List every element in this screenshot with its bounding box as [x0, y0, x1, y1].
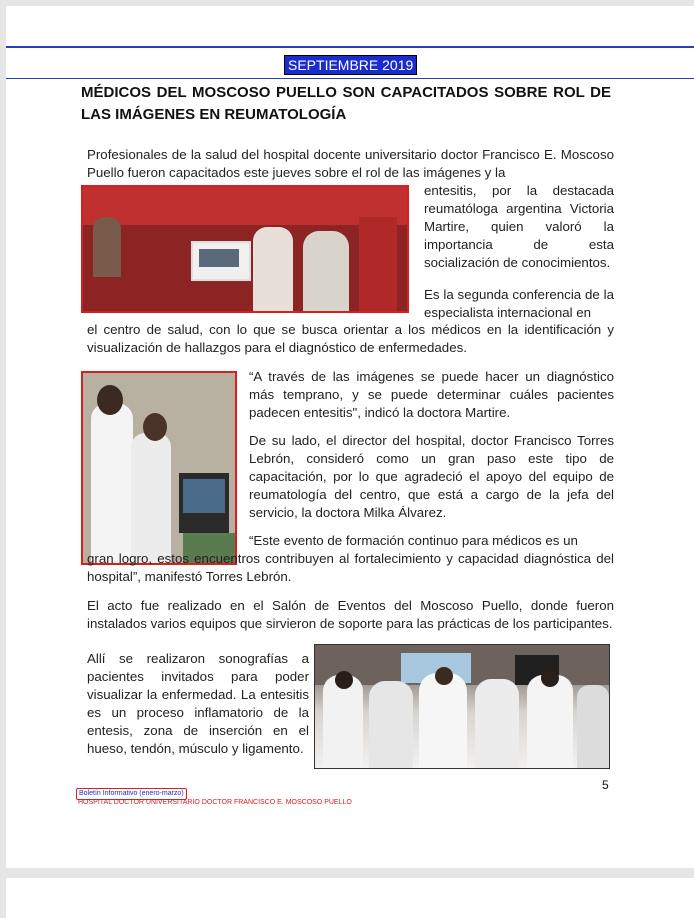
paragraph-1-continued: entesitis, por la destacada reumatóloga argentina Victoria Martire, quien valoró la importancia de esta socialización de conocimientos.: [424, 183, 614, 270]
hospital-name-footer: HOSPITAL DOCTOR UNIVERSITARIO DOCTOR FRANCISCO E. MOSCOSO PUELLO: [78, 799, 352, 806]
next-page-edge: [6, 878, 694, 918]
header-rule-top: [6, 46, 694, 48]
photo-practice-session: [314, 644, 610, 769]
paragraph-3-quote: “A través de las imágenes se puede hacer un diagnóstico más temprano, y se puede determinar cuáles pacientes padecen entesitis", indicó la doctora Martire.: [249, 369, 614, 420]
paragraph-2: Es la segunda conferencia de la especialista internacional en: [424, 287, 614, 320]
paragraph-6: El acto fue realizado en el Salón de Eventos del Moscoso Puello, donde fueron instalados varios equipos que sirvieron de soporte para las prácticas de los participantes.: [87, 598, 614, 631]
article-title: MÉDICOS DEL MOSCOSO PUELLO SON CAPACITADOS SOBRE ROL DE LAS IMÁGENES EN REUMATOLOGÍA: [81, 84, 611, 123]
bulletin-label: Boletín Informativo (enero-marzo): [76, 788, 187, 800]
page-number: 5: [602, 778, 609, 792]
paragraph-5-quote: “Este evento de formación continuo para médicos es un: [249, 533, 578, 548]
paragraph-1: Profesionales de la salud del hospital docente universitario doctor Francisco E. Moscoso Puello fueron capacitados este jueves sobre el rol de las imágenes y la: [87, 147, 614, 180]
paragraph-6-continued: Allí se realizaron sonografías a pacientes invitados para poder visualizar la enfermedad. La entesitis es un proceso inflamatorio de la entesis, zona de inserción en el hueso, tendón, músculo y ligamento.: [87, 651, 309, 756]
issue-date-badge: SEPTIEMBRE 2019: [284, 55, 417, 75]
photo-doctors-at-monitor: [81, 371, 237, 565]
paragraph-4: De su lado, el director del hospital, doctor Francisco Torres Lebrón, consideró como un gran paso este tipo de capacitación, por lo que agradeció el apoyo del equipo de reumatología del centro, que está a cargo de la jefa del servicio, la doctora Milka Álvarez.: [249, 433, 614, 520]
photo-conference-audience: [81, 185, 409, 313]
paragraph-2-continued: el centro de salud, con lo que se busca orientar a los médicos en la identificación y visualización de hallazgos para el diagnóstico de enfermedades.: [87, 322, 614, 355]
header-rule-bottom: [6, 78, 694, 79]
paragraph-5-continued: gran logro, estos encuentros contribuyen al fortalecimiento y capacidad diagnóstica del hospital”, manifestó Torres Lebrón.: [87, 551, 614, 584]
